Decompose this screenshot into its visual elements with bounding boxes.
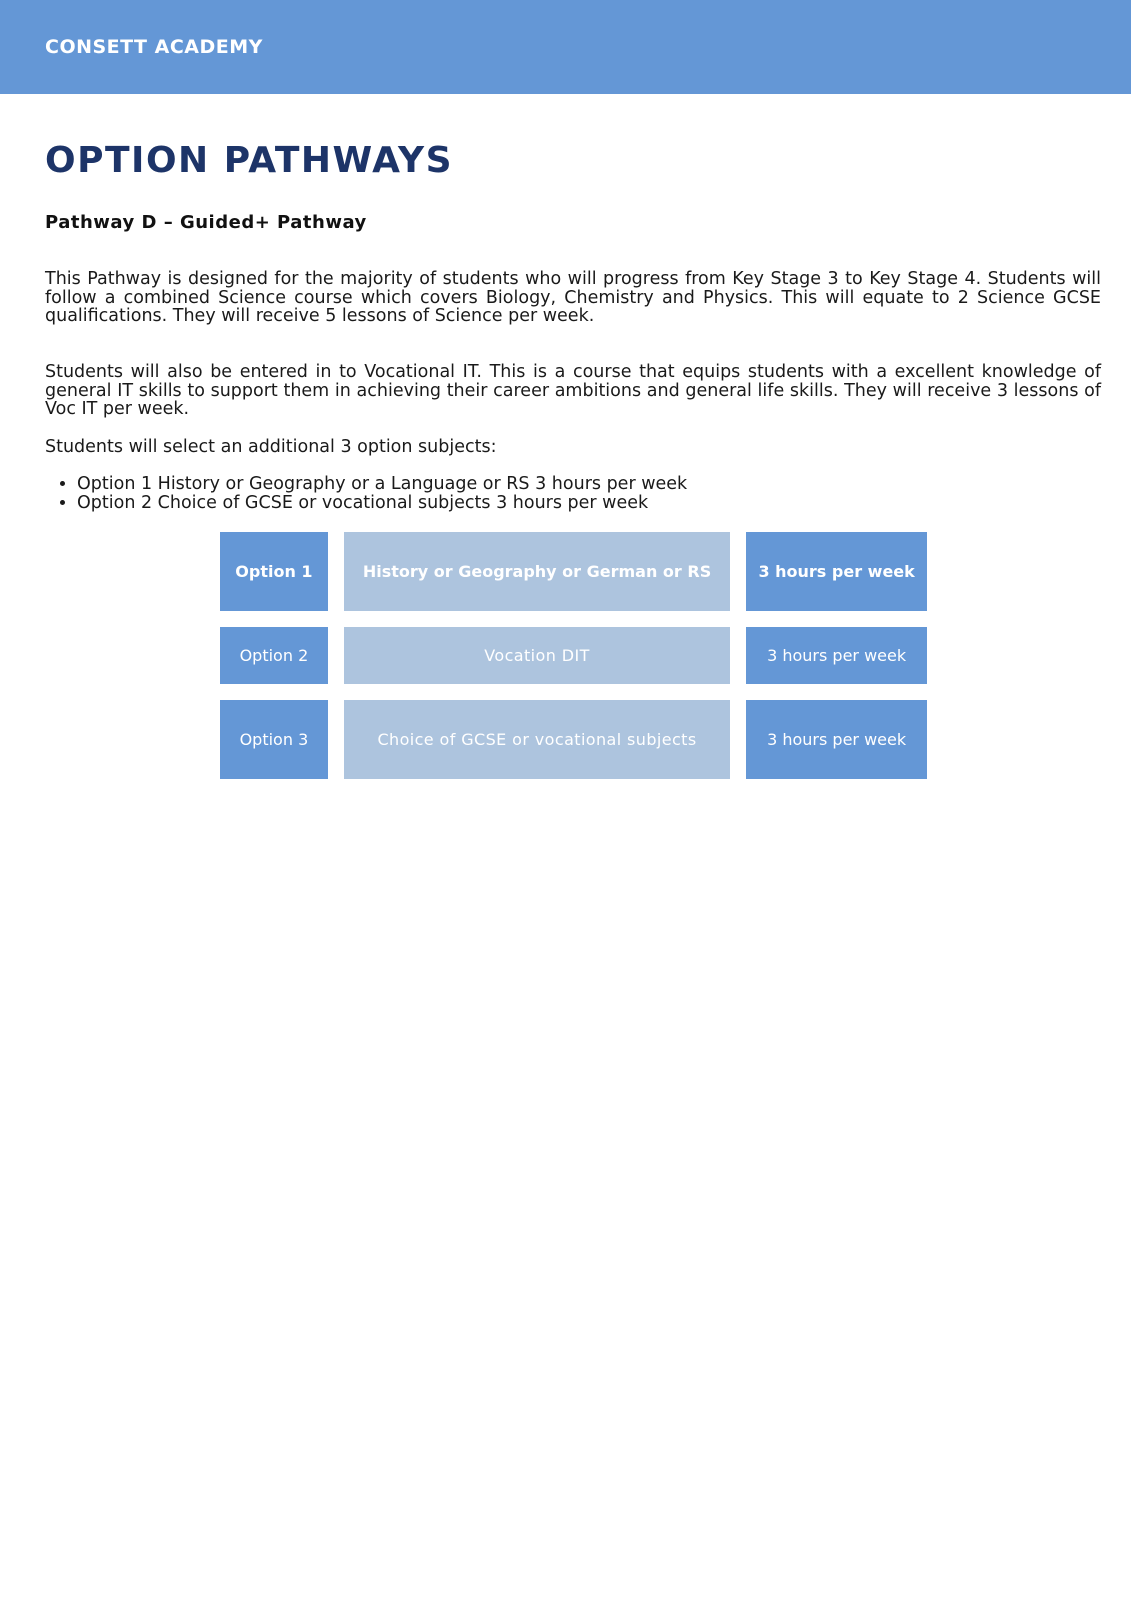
table-row [220,627,927,684]
page-title: OPTION PATHWAYS [45,140,454,181]
option-subject: Choice of GCSE or vocational subjects [344,700,730,779]
option-hours: 3 hours per week [746,700,927,779]
header-bar [0,0,1131,94]
science-paragraph: This Pathway is designed for the majority of students who will progress from Key Stage 3 to Key Stage 4. Students will follow a combined Science course which covers Biology, Chemistry and Physics. This will equate to 2 Science GCSE qualifications. They will receive 5 lessons of Science per week. [45,269,1101,326]
option-subject: History or Geography or German or RS [344,532,730,611]
table-row [220,700,927,779]
options-table [220,532,927,795]
list-item: • Option 1 History or Geography or a Language or RS 3 hours per week [77,475,687,494]
option-label: Option 2 [220,627,328,684]
option-label: Option 1 [220,532,328,611]
pathway-subtitle: Pathway D – Guided+ Pathway [45,212,367,233]
option-hours: 3 hours per week [746,532,927,611]
option-subject: Vocation DIT [344,627,730,684]
vocational-it-paragraph: Students will also be entered in to Vocational IT. This is a course that equips students with a excellent knowledge of general IT skills to support them in achieving their career ambitions and general life skills. They will receive 3 lessons of Voc IT per week. [45,362,1101,419]
options-intro-paragraph: Students will select an additional 3 option subjects: [45,437,497,457]
table-row [220,532,927,611]
school-name: CONSETT ACADEMY [45,36,263,58]
options-bullet-list [45,475,687,512]
option-label: Option 3 [220,700,328,779]
list-item: • Option 2 Choice of GCSE or vocational subjects 3 hours per week [77,494,687,513]
option-hours: 3 hours per week [746,627,927,684]
